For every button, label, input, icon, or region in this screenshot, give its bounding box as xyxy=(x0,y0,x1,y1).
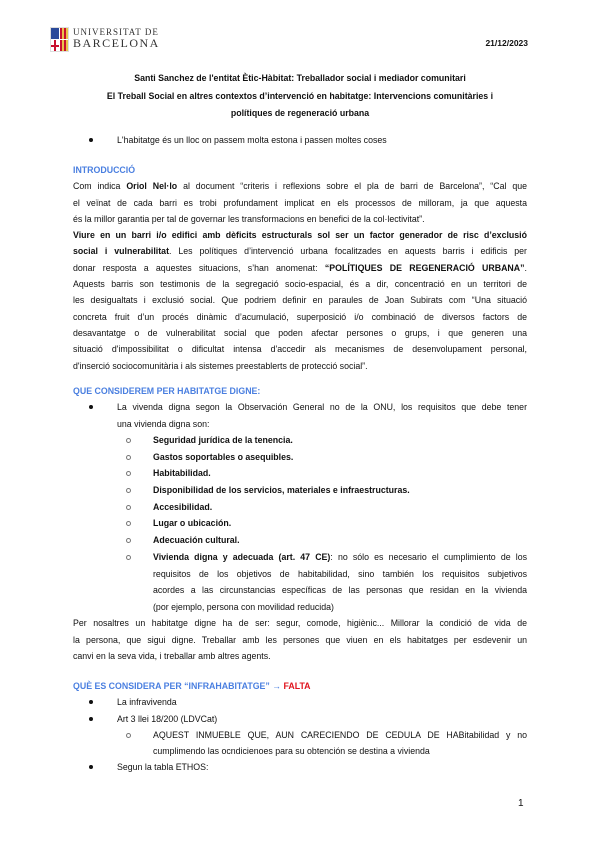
text-line xyxy=(153,432,527,449)
intro-section xyxy=(73,162,527,374)
text-line xyxy=(153,727,527,743)
text: d'inserció sociocomunitària i als sistemes preestablerts de protecció social”. xyxy=(73,360,368,371)
text: . xyxy=(524,262,527,273)
bullet-icon xyxy=(89,700,93,704)
text-line xyxy=(153,532,527,549)
bold-text: Seguridad jurídica de la tenencia. xyxy=(153,434,293,445)
text-line xyxy=(73,648,527,665)
digne-section xyxy=(73,383,527,616)
circle-bullet-icon xyxy=(126,555,131,560)
text-line xyxy=(153,743,527,759)
page-number: 1 xyxy=(518,798,524,809)
section-heading xyxy=(73,678,527,694)
text: canvi en la seva vida, i treballar amb altres agents. xyxy=(73,651,271,661)
text-line xyxy=(73,243,527,259)
text-line xyxy=(73,292,527,308)
section-heading: QUE CONSIDEREM PER HABITATGE DIGNE: xyxy=(73,386,261,396)
document-date: 21/12/2023 xyxy=(485,38,528,48)
bullet-text xyxy=(117,399,527,432)
infra-section xyxy=(73,678,527,776)
bullet-text: L'habitatge és un lloc on passem molta estona i passen moltes coses xyxy=(117,135,387,145)
text: les desigualtats i exclusió social. Que podriem definir en paraules de Joan Subirats com “Una situació xyxy=(73,295,527,306)
circle-bullet-icon xyxy=(126,538,131,543)
text-line xyxy=(153,482,527,499)
bold-text: Gastos soportables o asequibles. xyxy=(153,451,294,462)
text-line xyxy=(153,582,527,599)
text-line xyxy=(73,309,527,325)
bold-text: “POLÍTIQUES DE REGENERACIÓ URBANA” xyxy=(324,262,525,273)
bold-text: Viure en un barri i/o edifici amb dèficits estructurals sol ser un factor generador de risc d’exclusió xyxy=(73,230,527,241)
circle-bullet-icon xyxy=(126,438,131,443)
section-heading: INTRODUCCIÓ xyxy=(73,165,136,175)
sub-item-text xyxy=(153,465,527,482)
bullet-icon xyxy=(89,405,93,409)
title-line: polítiques de regeneració urbana xyxy=(230,108,370,118)
list-item xyxy=(73,132,527,148)
sub-item-text xyxy=(153,499,527,516)
text-line xyxy=(73,260,527,276)
text: (por ejemplo, persona con movilidad reducida) xyxy=(153,601,334,612)
text-line xyxy=(73,195,527,211)
sub-list-item xyxy=(153,432,527,449)
bold-text: Disponibilidad de los servicios, materiales e infraestructuras. xyxy=(153,485,410,495)
text-line xyxy=(73,227,527,243)
text-line xyxy=(73,211,527,227)
text-line xyxy=(153,499,527,516)
bullet-icon xyxy=(89,717,93,721)
bullet-icon xyxy=(89,765,93,769)
text: cumplimendo las ocndicienoes para su obtención se destina a vivienda xyxy=(153,746,430,757)
text-line xyxy=(153,449,527,466)
text: Per nosaltres un habitatge digne ha de ser: segur, comode, higiènic... Millorar la condició de vida de xyxy=(73,618,527,628)
text: La vivenda digna segon la Observación General no de la ONU, los requisitos que debe tener xyxy=(117,402,527,413)
sub-list-item xyxy=(73,727,527,760)
text-line xyxy=(73,615,527,632)
circle-bullet-icon xyxy=(126,455,131,460)
text: la persona, que sigui digne. Treballar amb les persones que viuen en els habitatges per esdevenir un xyxy=(73,634,527,645)
text-line xyxy=(73,325,527,341)
paragraph-lines xyxy=(73,615,527,665)
text: al document “criteris i reflexions sobre el pla de barri de Barcelona”, “Cal que xyxy=(177,181,527,192)
bullet-text: La infravivenda xyxy=(117,697,177,708)
list-item xyxy=(73,759,527,775)
sub-list-item xyxy=(153,482,527,499)
text-line xyxy=(117,416,527,432)
text-line xyxy=(153,549,527,566)
bold-text: Accesibilidad. xyxy=(153,501,213,512)
sub-list-item xyxy=(153,449,527,466)
text: és la millor garantia per tal de governar les transformacions en benefici de la col·lectivitat”. xyxy=(73,213,425,224)
university-logo-text xyxy=(73,27,160,49)
sub-list-item xyxy=(153,549,527,616)
sub-item-text xyxy=(153,449,527,466)
text-line xyxy=(117,399,527,415)
bold-text: Habitabilidad. xyxy=(153,468,211,479)
text-line xyxy=(153,465,527,482)
bold-text: Lugar o ubicación. xyxy=(153,518,232,529)
text-line xyxy=(73,341,527,357)
university-logo-shield xyxy=(50,27,69,52)
flag-falta: FALTA xyxy=(283,681,311,691)
text: donar resposta a aquestes situacions, s’han anomenat: xyxy=(73,262,325,273)
bold-text: Vivienda digna y adecuada (art. 47 CE) xyxy=(153,551,331,562)
circle-bullet-icon xyxy=(126,521,131,526)
intro-paragraph xyxy=(73,178,527,374)
bold-text: Adecuación cultural. xyxy=(153,535,240,546)
bullet-icon xyxy=(89,138,93,142)
text-line xyxy=(73,358,527,374)
sub-list-item xyxy=(153,515,527,532)
text-line xyxy=(73,276,527,292)
text-line xyxy=(153,515,527,532)
text: requisitos de los objetivos de habitabilidad, sino también los requisitos subjetivos xyxy=(153,568,527,579)
sub-list-item xyxy=(153,499,527,516)
sub-list-item xyxy=(153,532,527,549)
circle-bullet-icon xyxy=(126,733,131,738)
text-line xyxy=(73,178,527,194)
text-line xyxy=(73,632,527,649)
circle-bullet-icon xyxy=(126,505,131,510)
sub-item-text xyxy=(153,482,527,499)
text: concreta fruit d’un procés dinàmic d’acumulació, superposició i/o combinació de diversos factors de xyxy=(73,311,527,322)
logo-line2: BARCELONA xyxy=(73,36,160,50)
list-item xyxy=(73,694,527,710)
text: el veïnat de cada barri es trobi profundament implicat en els processos de milloram, ja que aquesta xyxy=(73,197,527,208)
text-line xyxy=(153,599,527,616)
text: situació d'impossibilitat o dificultat intensa d'accedir als mecanismes de desenvolupament personal, xyxy=(73,344,527,355)
logo-line1: UNIVERSITAT DE xyxy=(73,27,159,37)
bold-text: social i vulnerabilitat xyxy=(73,246,170,257)
heading-text: QUÈ ES CONSIDERA PER “INFRAHABITATGE” → xyxy=(73,681,282,691)
nosaltres-paragraph xyxy=(73,615,527,665)
text: una vivienda digna son: xyxy=(117,418,210,429)
sub-item-text xyxy=(153,549,527,616)
sub-list-item xyxy=(153,465,527,482)
text: . Les polítiques d’intervenció urbana focalitzades en aquests barris i edificis per xyxy=(169,246,527,257)
sub-item-text xyxy=(153,432,527,449)
sub-list xyxy=(73,432,527,616)
text: Com indica xyxy=(73,181,127,192)
text-line xyxy=(153,566,527,583)
bold-text: Oriol Nel·lo xyxy=(126,181,178,192)
text: desavantatge o de vulnerabilitat social que poden afectar persones o grups, i que generen una xyxy=(73,327,527,338)
bullet-text: Segun la tabla ETHOS: xyxy=(117,762,209,773)
title-line: El Treball Social en altres contextos d’intervenció en habitatge: Intervencions comunitàries i xyxy=(106,90,494,101)
sub-item-text xyxy=(153,727,527,760)
title-line: Santi Sanchez de l'entitat Ètic-Hàbitat: Treballador social i mediador comunitari xyxy=(134,73,466,83)
sub-item-text xyxy=(153,532,527,549)
document-title xyxy=(60,70,540,123)
text: AQUEST INMUEBLE QUE, AUN CARECIENDO DE CEDULA DE HABitabilidad y no xyxy=(153,729,527,740)
list-item xyxy=(73,399,527,432)
list-item xyxy=(73,711,527,727)
circle-bullet-icon xyxy=(126,488,131,493)
text: acordes a las circunstancias específicas de las personas que residan en la vivienda xyxy=(153,585,527,596)
text: Aquests barris son testimonis de la segregació socio-espacial, és a dir, concentració en un territori de xyxy=(73,279,527,290)
sub-item-text xyxy=(153,515,527,532)
bullet-text: Art 3 llei 18/200 (LDVCat) xyxy=(117,713,218,724)
circle-bullet-icon xyxy=(126,471,131,476)
text: : no sólo es necesario el cumplimiento de los xyxy=(330,551,527,562)
